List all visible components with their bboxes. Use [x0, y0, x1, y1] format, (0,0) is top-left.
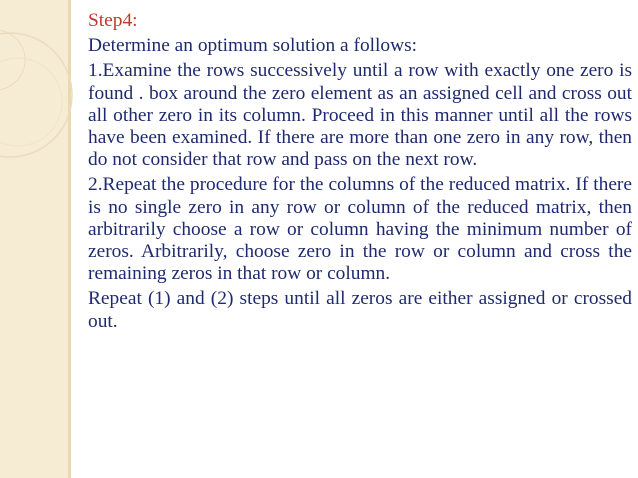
paragraph-rows: 1.Examine the rows successively until a row with exactly one zero is found . box around the zero element as an assigned cell and cross out all other zero in its column. Proceed in this manner until all the rows have been examined. If there are more than one zero in any row, then do not consider that row and pass on the next row.: [88, 60, 632, 171]
intro-text: Determine an optimum solution a follows:: [88, 35, 418, 57]
paragraph-columns: 2.Repeat the procedure for the columns of the reduced matrix. If there is no single zero in any row or column of the reduced matrix, then arbitrarily choose a row or column having the minimum number of zeros. Arbitrarily, choose zero in the row or column and cross the remaining zeros in that row or column.: [88, 174, 632, 285]
paragraph-repeat: Repeat (1) and (2) steps until all zeros are either assigned or crossed out.: [88, 288, 632, 332]
deco-circle-medium: [0, 58, 62, 146]
slide-content: [88, 10, 632, 336]
step-heading: Step4:: [88, 10, 138, 31]
